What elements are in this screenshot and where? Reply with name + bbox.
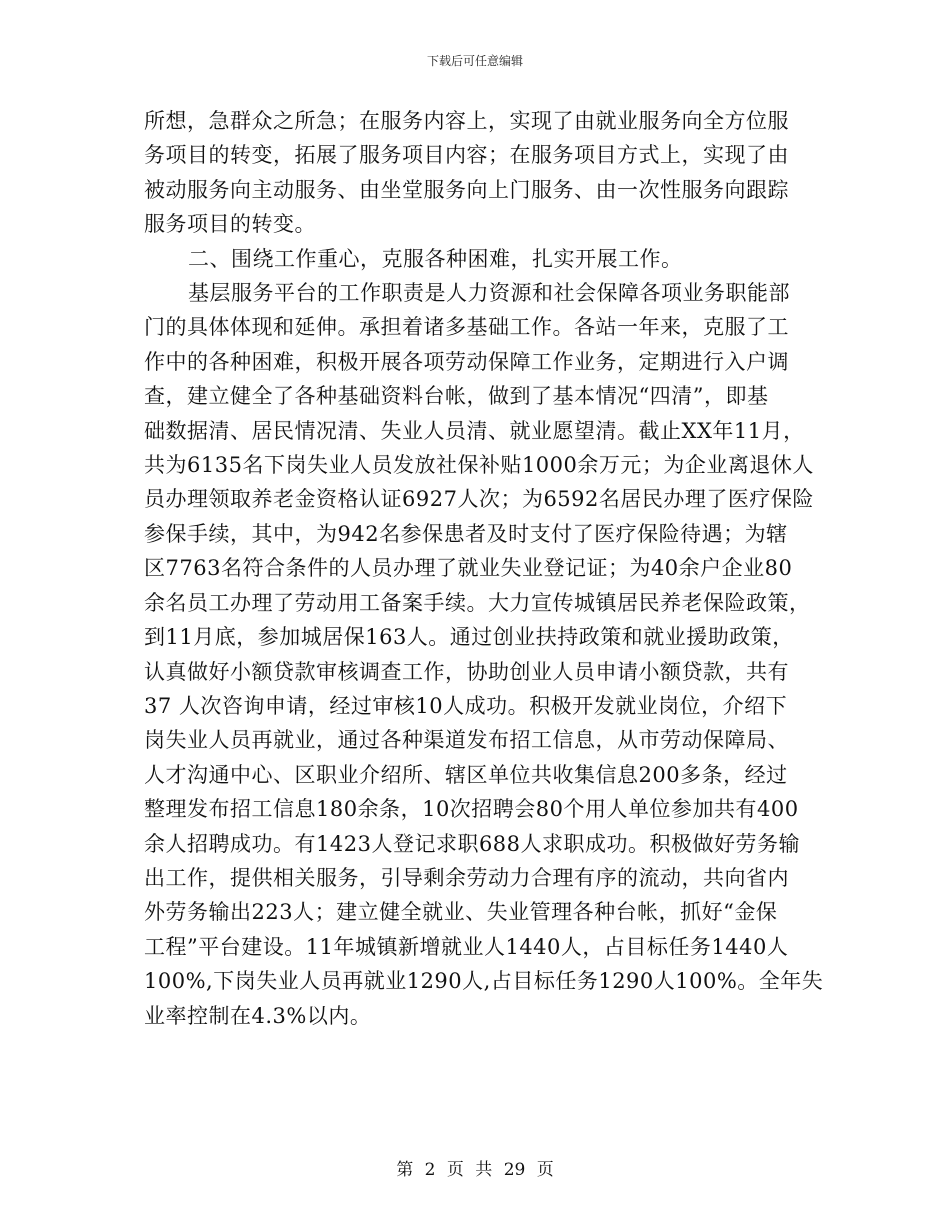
body-line: 门的具体体现和延伸。承担着诸多基础工作。各站一年来，克服了工 bbox=[144, 315, 789, 340]
body-line: 查，建立健全了各种基础资料台帐，做到了基本情况“四清”，即基 bbox=[144, 384, 769, 409]
body-line: 业率控制在4.3%以内。 bbox=[144, 1003, 372, 1028]
body-line: 服务项目的转变。 bbox=[144, 212, 316, 237]
body-line: 务项目的转变，拓展了服务项目内容；在服务项目方式上，实现了由 bbox=[144, 143, 789, 168]
body-line: 整理发布招工信息180余条，10次招聘会80个用人单位参加共有400 bbox=[144, 797, 799, 822]
body-line: 被动服务向主动服务、由坐堂服务向上门服务、由一次性服务向跟踪 bbox=[144, 177, 789, 202]
body-line: 参保手续，其中，为942名参保患者及时支付了医疗保险待遇；为辖 bbox=[144, 521, 788, 546]
body-line: 余人招聘成功。有1423人登记求职688人求职成功。积极做好劳务输 bbox=[144, 831, 801, 856]
body-line: 人才沟通中心、区职业介绍所、辖区单位共收集信息200多条，经过 bbox=[144, 762, 788, 787]
document-body bbox=[144, 104, 824, 1033]
body-line: 出工作，提供相关服务，引导剩余劳动力合理有序的流动，共向省内 bbox=[144, 865, 789, 890]
body-line: 区7763名符合条件的人员办理了就业失业登记证；为40余户企业80 bbox=[144, 556, 793, 581]
body-line: 所想，急群众之所急；在服务内容上，实现了由就业服务向全方位服 bbox=[144, 109, 789, 133]
body-line: 工程”平台建设。11年城镇新增就业人1440人，占目标任务1440人 bbox=[144, 934, 789, 959]
body-line: 100%,下岗失业人员再就业1290人,占目标任务1290人100%。全年失 bbox=[144, 969, 824, 994]
section-heading: 二、围绕工作重心，克服各种困难，扎实开展工作。 bbox=[188, 246, 683, 271]
body-line: 外劳务输出223人；建立健全就业、失业管理各种台帐，抓好“金保 bbox=[144, 900, 778, 925]
body-line: 员办理领取养老金资格认证6927人次；为6592名居民办理了医疗保险 bbox=[144, 487, 814, 512]
body-line: 共为6135名下岗失业人员发放社保补贴1000余万元；为企业离退休人 bbox=[144, 453, 814, 478]
page-number-footer: 第 2 页 共 29 页 bbox=[396, 1160, 554, 1180]
body-line: 认真做好小额贷款审核调查工作，协助创业人员申请小额贷款，共有 bbox=[144, 659, 789, 684]
body-line: 基层服务平台的工作职责是人力资源和社会保障各项业务职能部 bbox=[188, 281, 790, 306]
body-line: 到11月底，参加城居保163人。通过创业扶持政策和就业援助政策， bbox=[144, 625, 794, 650]
body-line: 余名员工办理了劳动用工备案手续。大力宣传城镇居民养老保险政策， bbox=[144, 590, 811, 615]
body-line: 37 人次咨询申请，经过审核10人成功。积极开发就业岗位，介绍下 bbox=[144, 693, 788, 718]
page-header: 下载后可任意编辑 bbox=[426, 54, 523, 68]
body-line: 础数据清、居民情况清、失业人员清、就业愿望清。截止XX年11月， bbox=[144, 418, 805, 443]
body-line: 岗失业人员再就业，通过各种渠道发布招工信息，从市劳动保障局、 bbox=[144, 728, 789, 753]
body-line: 作中的各种困难，积极开展各项劳动保障工作业务，定期进行入户调 bbox=[144, 349, 789, 374]
